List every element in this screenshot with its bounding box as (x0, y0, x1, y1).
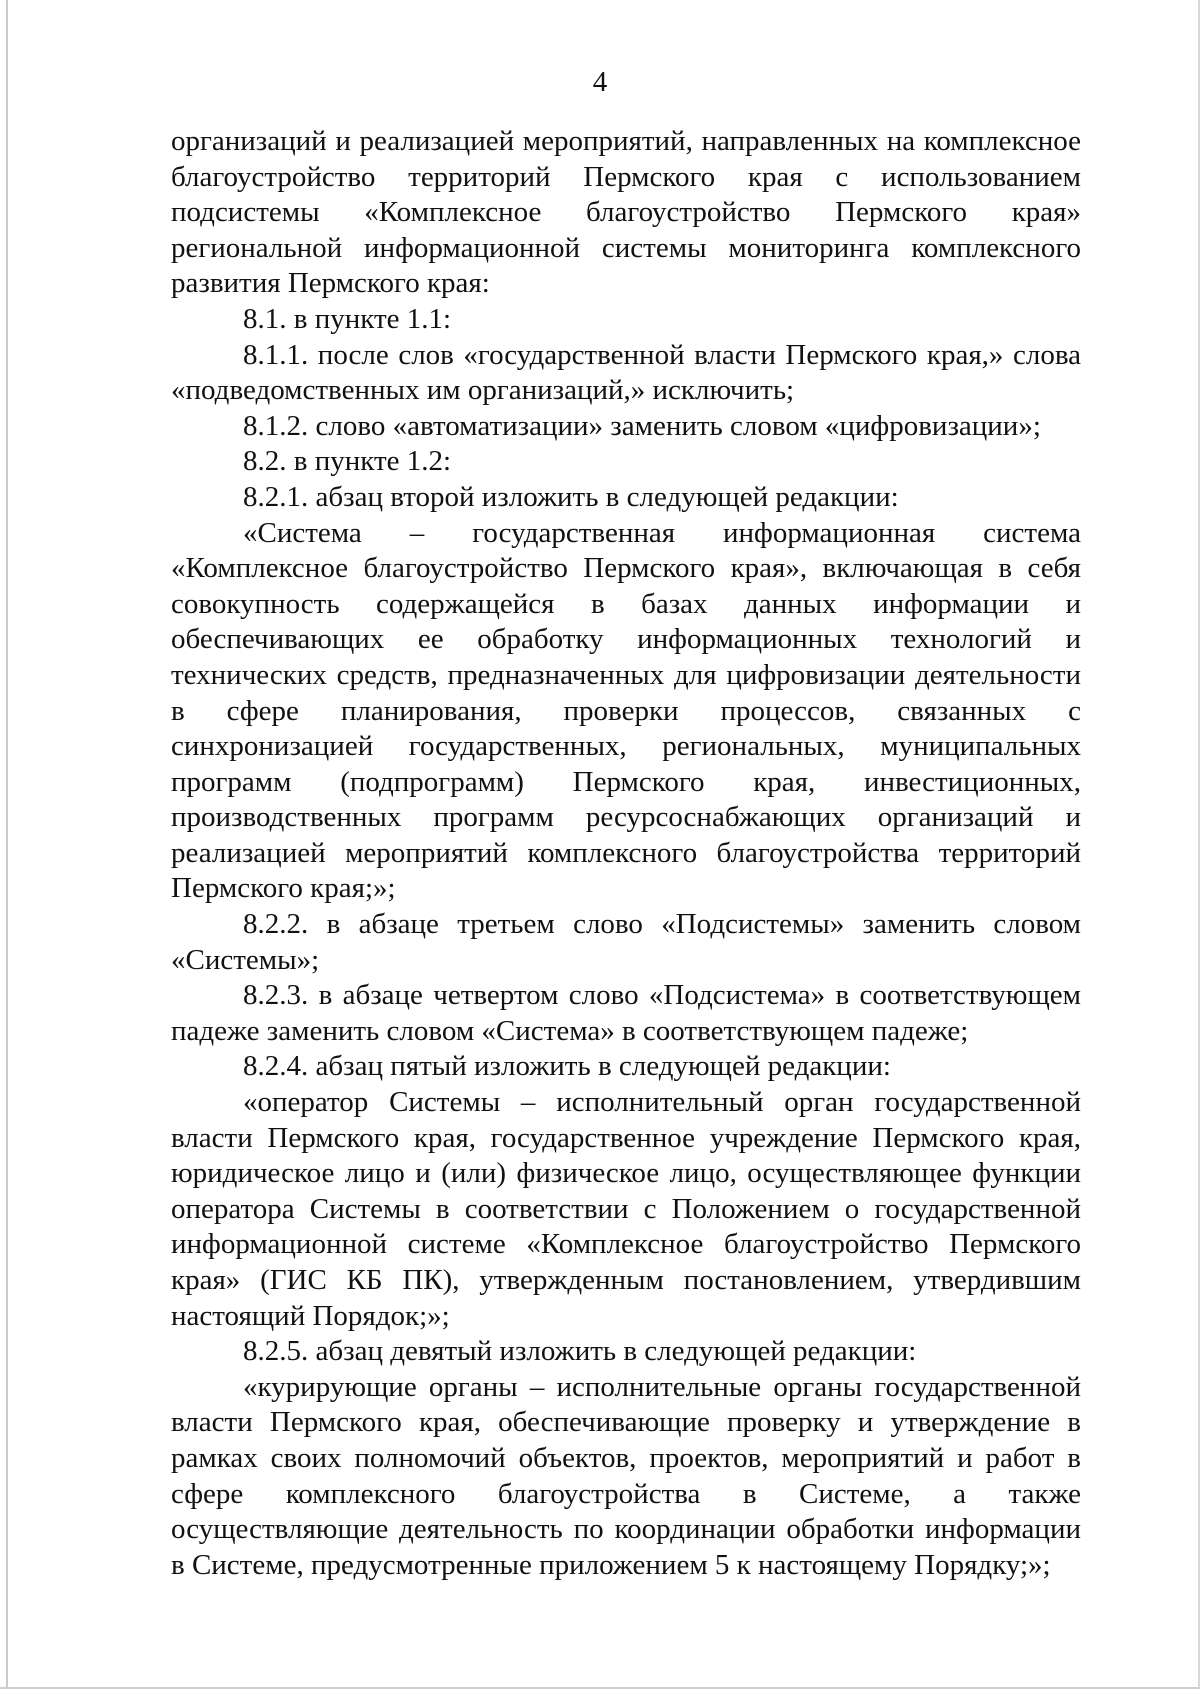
paragraph-8-1: 8.1. в пункте 1.1: (243, 302, 452, 335)
paragraph-8-2-3: 8.2.3. в абзаце четвертом слово «Подсистема» в соответствующем падеже заменить словом «Система» в соответствующем падеже; (171, 979, 1081, 1047)
document-body (171, 124, 1081, 1583)
paragraph-8-2-2: 8.2.2. в абзаце третьем слово «Подсистемы» заменить словом «Системы»; (171, 908, 1081, 976)
paragraph-operator-definition: «оператор Системы – исполнительный орган государственной власти Пермского края, государственное учреждение Пермского края, юридическое лицо и (или) физическое лицо, осуществляющее функции оператора Системы в соответствии с Положением о государственной информационной системе «Комплексное благоустройство Пермского края» (ГИС КБ ПК), утвержденным постановлением, утвердившим настоящий Порядок;»; (171, 1086, 1081, 1332)
scan-edge-left (6, 0, 8, 1689)
paragraph-supervising-bodies-definition: «курирующие органы – исполнительные органы государственной власти Пермского края, обеспечивающие проверку и утверждение в рамках своих полномочий объектов, проектов, мероприятий и работ в сфере комплексного благоустройства в Системе, а также осуществляющие деятельность по координации обработки информации в Системе, предусмотренные приложением 5 к настоящему Порядку;»; (171, 1370, 1081, 1581)
paragraph-continuation: организаций и реализацией мероприятий, направленных на комплексное благоустройство территорий Пермского края с использованием подсистемы «Комплексное благоустройство Пермского края» региональной информационной системы мониторинга комплексного развития Пермского края: (171, 125, 1081, 300)
paragraph-8-1-1: 8.1.1. после слов «государственной власти Пермского края,» слова «подведомственных им организаций,» исключить; (171, 338, 1081, 407)
paragraph-system-definition: «Система – государственная информационная система «Комплексное благоустройство Пермского края», включающая в себя совокупность содержащейся в базах данных информации и обеспечивающих ее обработку информационных технологий и технических средств, предназначенных для цифровизации деятельности в сфере планирования, проверки процессов, связанных с синхронизацией государственных, региональных, муниципальных программ (подпрограмм) Пермского края, инвестиционных, производственных программ ресурсоснабжающих организаций и реализацией мероприятий комплексного благоустройства территорий Пермского края;»; (171, 516, 1081, 905)
paragraph-8-2-1: 8.2.1. абзац второй изложить в следующей редакции: (243, 480, 899, 513)
paragraph-8-2: 8.2. в пункте 1.2: (243, 445, 452, 478)
paragraph-8-1-2: 8.1.2. слово «автоматизации» заменить словом «цифровизации»; (243, 409, 1041, 442)
paragraph-8-2-4: 8.2.4. абзац пятый изложить в следующей редакции: (243, 1050, 891, 1083)
page-number: 4 (592, 66, 608, 98)
paragraph-8-2-5: 8.2.5. абзац девятый изложить в следующей редакции: (243, 1335, 917, 1368)
